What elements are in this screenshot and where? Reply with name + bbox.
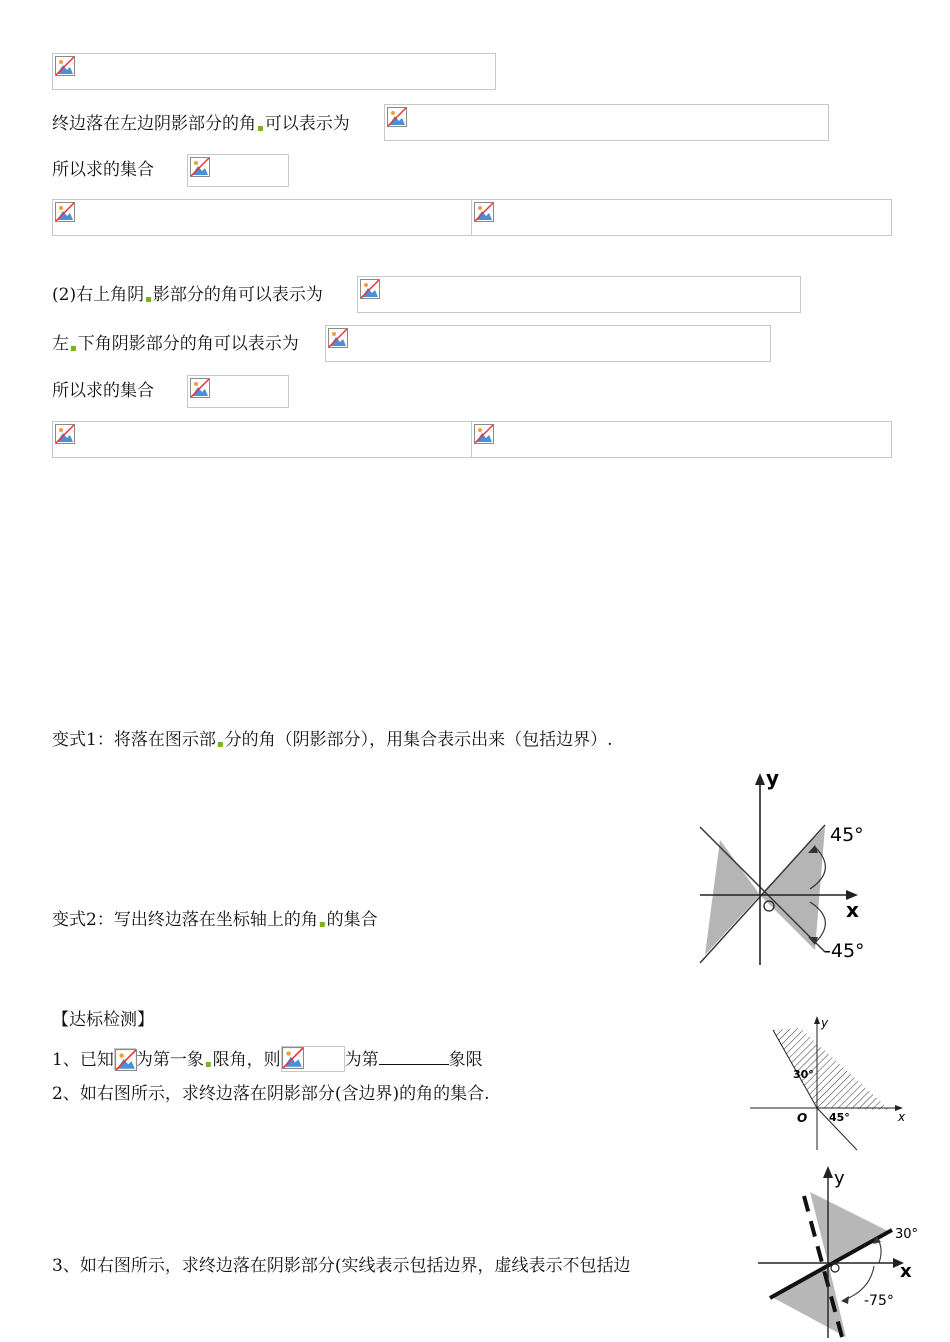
question-3: 3、如右图所示，求终边落在阴影部分(实线表示包括边界，虚线表示不包括边 xyxy=(52,1256,631,1276)
image-placeholder-2 xyxy=(384,104,829,141)
image-placeholder-1 xyxy=(52,53,496,90)
figure-solid-dashed xyxy=(752,1162,932,1340)
fig1-angle-bottom: -45° xyxy=(824,940,865,962)
variant1-text: 变式1：将落在图示部▪分的角（阴影部分），用集合表示出来（包括边界）. xyxy=(52,730,613,750)
broken-image-icon xyxy=(474,424,494,444)
variant2-text: 变式2：写出终边落在坐标轴上的角▪的集合 xyxy=(52,910,378,930)
fig2-angle-30: 30° xyxy=(793,1068,814,1081)
fig2-origin: O xyxy=(797,1111,808,1125)
fig3-angle-neg75: -75° xyxy=(864,1293,894,1309)
fig2-angle-45: 45° xyxy=(829,1111,850,1124)
fig1-x-label: x xyxy=(846,898,859,922)
broken-image-icon xyxy=(190,378,210,398)
fig3-x-label: x xyxy=(900,1261,912,1282)
image-placeholder-10 xyxy=(471,421,892,458)
check-heading: 【达标检测】 xyxy=(52,1010,154,1030)
image-placeholder-6 xyxy=(357,276,801,313)
q1-image-a xyxy=(114,1048,136,1070)
left-region-line: 终边落在左边阴影部分的角▪可以表示为 xyxy=(52,114,350,134)
broken-image-icon xyxy=(55,56,75,76)
figure-bowtie xyxy=(690,765,880,970)
answer-blank[interactable] xyxy=(379,1048,449,1065)
broken-image-icon xyxy=(282,1047,304,1069)
image-placeholder-9 xyxy=(52,421,472,458)
fig1-angle-top: 45° xyxy=(830,824,864,846)
fig2-x-label: x xyxy=(898,1110,906,1124)
fig2-y-label: y xyxy=(821,1016,829,1030)
fig3-angle-30: 30° xyxy=(895,1227,919,1242)
broken-image-icon xyxy=(387,107,407,127)
broken-image-icon xyxy=(115,1049,137,1071)
set-label-1: 所以求的集合 xyxy=(52,160,154,180)
set-label-2: 所以求的集合 xyxy=(52,381,154,401)
image-placeholder-7 xyxy=(325,325,771,362)
broken-image-icon xyxy=(360,279,380,299)
broken-image-icon xyxy=(474,202,494,222)
image-placeholder-3 xyxy=(187,154,289,187)
image-placeholder-5 xyxy=(471,199,892,236)
broken-image-icon xyxy=(190,157,210,177)
lower-left-line: 左▪下角阴影部分的角可以表示为 xyxy=(52,334,299,354)
broken-image-icon xyxy=(55,424,75,444)
fig3-y-label: y xyxy=(834,1168,845,1189)
image-placeholder-8 xyxy=(187,375,289,408)
fig1-y-label: y xyxy=(766,766,780,790)
question-1: 1、已知 为第一象▪限角，则 为第 象限 xyxy=(52,1048,483,1074)
upper-right-line: (2)右上角阴▪影部分的角可以表示为 xyxy=(52,285,323,305)
broken-image-icon xyxy=(55,202,75,222)
q1-image-b xyxy=(281,1046,345,1072)
broken-image-icon xyxy=(328,328,348,348)
figure-hatched xyxy=(745,1010,915,1155)
image-placeholder-4 xyxy=(52,199,472,236)
question-2: 2、如右图所示，求终边落在阴影部分(含边界)的角的集合. xyxy=(52,1084,490,1104)
